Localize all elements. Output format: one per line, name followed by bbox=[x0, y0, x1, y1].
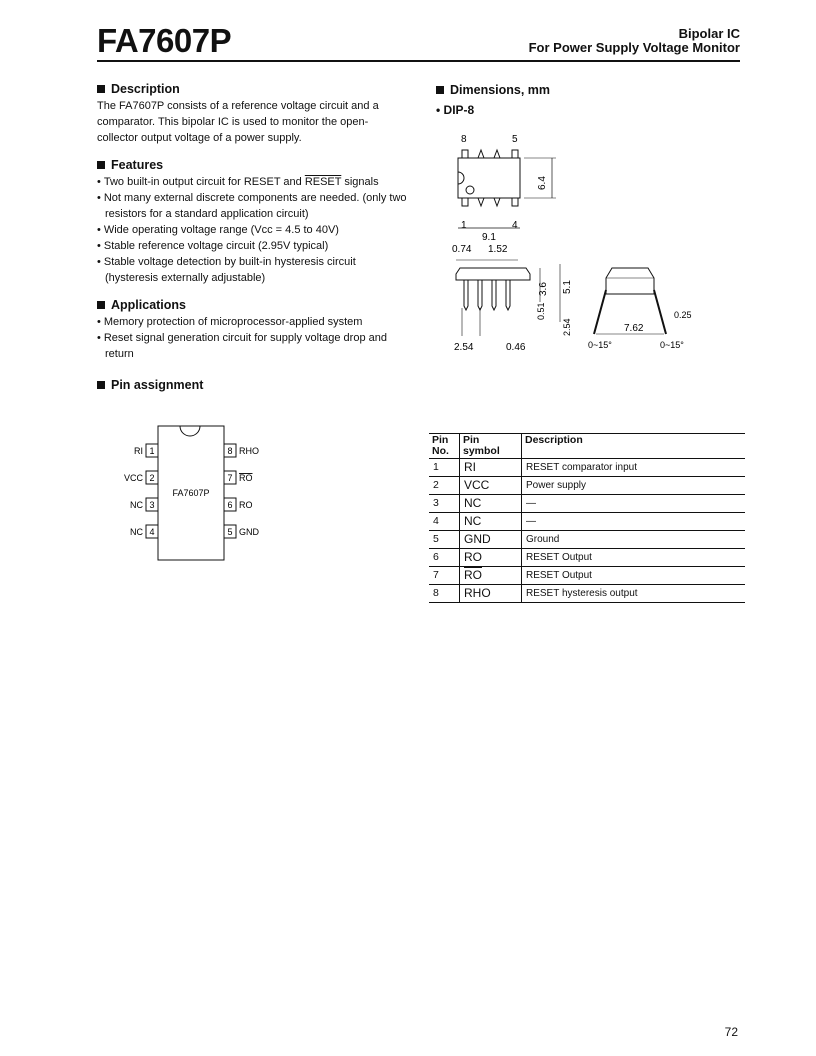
label-5-1: 5.1 bbox=[562, 280, 573, 294]
pin-symbol-cell: RHO bbox=[460, 585, 522, 603]
top-leads bbox=[462, 150, 518, 158]
pin-no-cell: 2 bbox=[429, 477, 460, 495]
col-pin-symbol: Pin symbol bbox=[460, 434, 522, 459]
label-angle-2: 0~15° bbox=[660, 340, 684, 350]
label-0-51: 0.51 bbox=[536, 302, 546, 320]
page-title: FA7607P bbox=[97, 22, 232, 59]
pin-description-cell: RESET hysteresis output bbox=[526, 588, 638, 599]
label-pin4: 4 bbox=[512, 220, 518, 231]
square-bullet-icon bbox=[97, 85, 105, 93]
end-lead-right bbox=[654, 290, 666, 334]
pin-no-cell: 8 bbox=[429, 585, 460, 603]
pin-name: NC bbox=[130, 500, 143, 510]
feature-item: • Wide operating voltage range (Vcc = 4.5 to 40V) bbox=[97, 222, 407, 238]
pin-number: 7 bbox=[227, 473, 233, 483]
applications-list bbox=[97, 314, 407, 362]
pin-description-cell: Power supply bbox=[526, 480, 587, 491]
pin-name: RI bbox=[134, 446, 143, 456]
pin-name: GND bbox=[239, 527, 259, 537]
page-number: 72 bbox=[724, 1025, 738, 1039]
pin-name: RO bbox=[239, 500, 253, 510]
table-row bbox=[429, 567, 745, 585]
pin1-dot bbox=[466, 186, 474, 194]
package-body bbox=[458, 158, 520, 198]
square-bullet-icon bbox=[436, 86, 444, 94]
package-label: • DIP-8 bbox=[436, 103, 475, 117]
side-body bbox=[456, 268, 530, 280]
header-rule bbox=[97, 60, 740, 62]
application-item: • Reset signal generation circuit for supply voltage drop and return bbox=[97, 330, 407, 362]
pin-number: 1 bbox=[149, 446, 155, 456]
label-angle-1: 0~15° bbox=[588, 340, 612, 350]
package-notch bbox=[458, 172, 464, 184]
pin-symbol-cell: RO bbox=[460, 549, 522, 567]
pin-symbol-cell: $\overline{RO}$ bbox=[460, 567, 522, 585]
features-list bbox=[97, 174, 407, 286]
label-pin5: 5 bbox=[512, 134, 518, 145]
pin-symbol-cell: GND bbox=[460, 531, 522, 549]
end-lead-left bbox=[594, 290, 606, 334]
pin-symbol-cell: NC bbox=[460, 513, 522, 531]
square-bullet-icon bbox=[97, 161, 105, 169]
pin-name: NC bbox=[130, 527, 143, 537]
pin-description-cell: — bbox=[526, 516, 536, 527]
table-row bbox=[429, 477, 745, 495]
square-bullet-icon bbox=[97, 301, 105, 309]
application-item: • Memory protection of microprocessor-applied system bbox=[97, 314, 407, 330]
label-pin8: 8 bbox=[461, 134, 467, 145]
feature-item: • Stable voltage detection by built-in hysteresis circuit (hysteresis externally adjustable) bbox=[97, 254, 407, 286]
pin-assignment-heading: Pin assignment bbox=[97, 378, 407, 392]
pin-number: 2 bbox=[149, 473, 155, 483]
pin-no-cell: 6 bbox=[429, 549, 460, 567]
table-row bbox=[429, 585, 745, 603]
label-lead-t: 0.25 bbox=[674, 310, 692, 320]
pin-assignment-diagram bbox=[100, 420, 300, 580]
pin-table-header bbox=[429, 434, 745, 459]
description-heading: Description bbox=[97, 82, 407, 96]
applications-heading: Applications bbox=[97, 298, 407, 312]
pin-no-cell: 5 bbox=[429, 531, 460, 549]
pin-name: RHO bbox=[239, 446, 259, 456]
label-lead-width: 0.74 bbox=[452, 244, 472, 255]
subtitle-line-2: For Power Supply Voltage Monitor bbox=[528, 40, 740, 55]
pin-table bbox=[429, 433, 745, 603]
pin-description-cell: RESET Output bbox=[526, 570, 592, 581]
feature-item: • Stable reference voltage circuit (2.95V typical) bbox=[97, 238, 407, 254]
pin-no-cell: 7 bbox=[429, 567, 460, 585]
dimensions-heading: Dimensions, mm bbox=[436, 83, 550, 97]
table-row bbox=[429, 459, 745, 477]
right-pins bbox=[224, 444, 260, 538]
side-leads bbox=[464, 280, 510, 310]
pin-description-cell: Ground bbox=[526, 534, 560, 545]
pin-description-cell: RESET Output bbox=[526, 552, 592, 563]
features-heading: Features bbox=[97, 158, 407, 172]
pin-number: 8 bbox=[227, 446, 233, 456]
left-column bbox=[97, 82, 407, 392]
description-text: The FA7607P consists of a reference voltage circuit and a comparator. This bipolar IC is used to monitor the open-collector output voltage of a power supply. bbox=[97, 100, 379, 144]
label-3-6: 3.6 bbox=[538, 282, 549, 296]
label-pin1: 1 bbox=[461, 220, 467, 231]
square-bullet-icon bbox=[97, 381, 105, 389]
pin-number: 6 bbox=[227, 500, 233, 510]
chip-notch bbox=[180, 426, 200, 436]
end-body bbox=[606, 268, 654, 294]
pin-name: VCC bbox=[123, 473, 143, 483]
chip-label: FA7607P bbox=[172, 488, 210, 498]
pin-no-cell: 3 bbox=[429, 495, 460, 513]
pin-no-cell: 4 bbox=[429, 513, 460, 531]
package-side-view bbox=[448, 242, 588, 362]
pin-symbol-cell: RI bbox=[460, 459, 522, 477]
pin-symbol-cell: NC bbox=[460, 495, 522, 513]
table-row bbox=[429, 549, 745, 567]
pin-name: RO bbox=[239, 473, 253, 483]
dimensions-section bbox=[436, 83, 550, 117]
label-2-54-vertical: 2.54 bbox=[562, 318, 572, 336]
label-pitch-bottom: 2.54 bbox=[454, 342, 474, 353]
pin-description-cell: — bbox=[526, 498, 536, 509]
table-row bbox=[429, 513, 745, 531]
feature-item: • Not many external discrete components are needed. (only two resistors for a standard application circuit) bbox=[97, 190, 407, 222]
label-row-spacing: 7.62 bbox=[624, 323, 644, 334]
label-lead-thick: 0.46 bbox=[506, 342, 526, 353]
label-pitch: 1.52 bbox=[488, 244, 508, 255]
pin-table-body bbox=[429, 459, 745, 603]
bottom-leads bbox=[462, 198, 518, 206]
pin-symbol-cell: VCC bbox=[460, 477, 522, 495]
pin-no-cell: 1 bbox=[429, 459, 460, 477]
package-top-view bbox=[440, 130, 580, 245]
page-subtitle bbox=[529, 27, 740, 55]
label-length: 9.1 bbox=[482, 232, 496, 243]
table-row bbox=[429, 495, 745, 513]
package-end-view bbox=[586, 264, 736, 364]
table-row bbox=[429, 531, 745, 549]
pin-description-cell: RESET comparator input bbox=[526, 462, 637, 473]
pin-number: 4 bbox=[149, 527, 155, 537]
label-width: 6.4 bbox=[537, 176, 548, 190]
pin-number: 3 bbox=[149, 500, 155, 510]
col-pin-no: Pin No. bbox=[429, 434, 460, 459]
subtitle-line-1: Bipolar IC bbox=[678, 26, 740, 41]
left-pins bbox=[124, 444, 158, 538]
pin-number: 5 bbox=[227, 527, 233, 537]
col-description: Description bbox=[525, 434, 583, 446]
feature-item: • Two built-in output circuit for RESET and RESET signals bbox=[97, 174, 407, 190]
